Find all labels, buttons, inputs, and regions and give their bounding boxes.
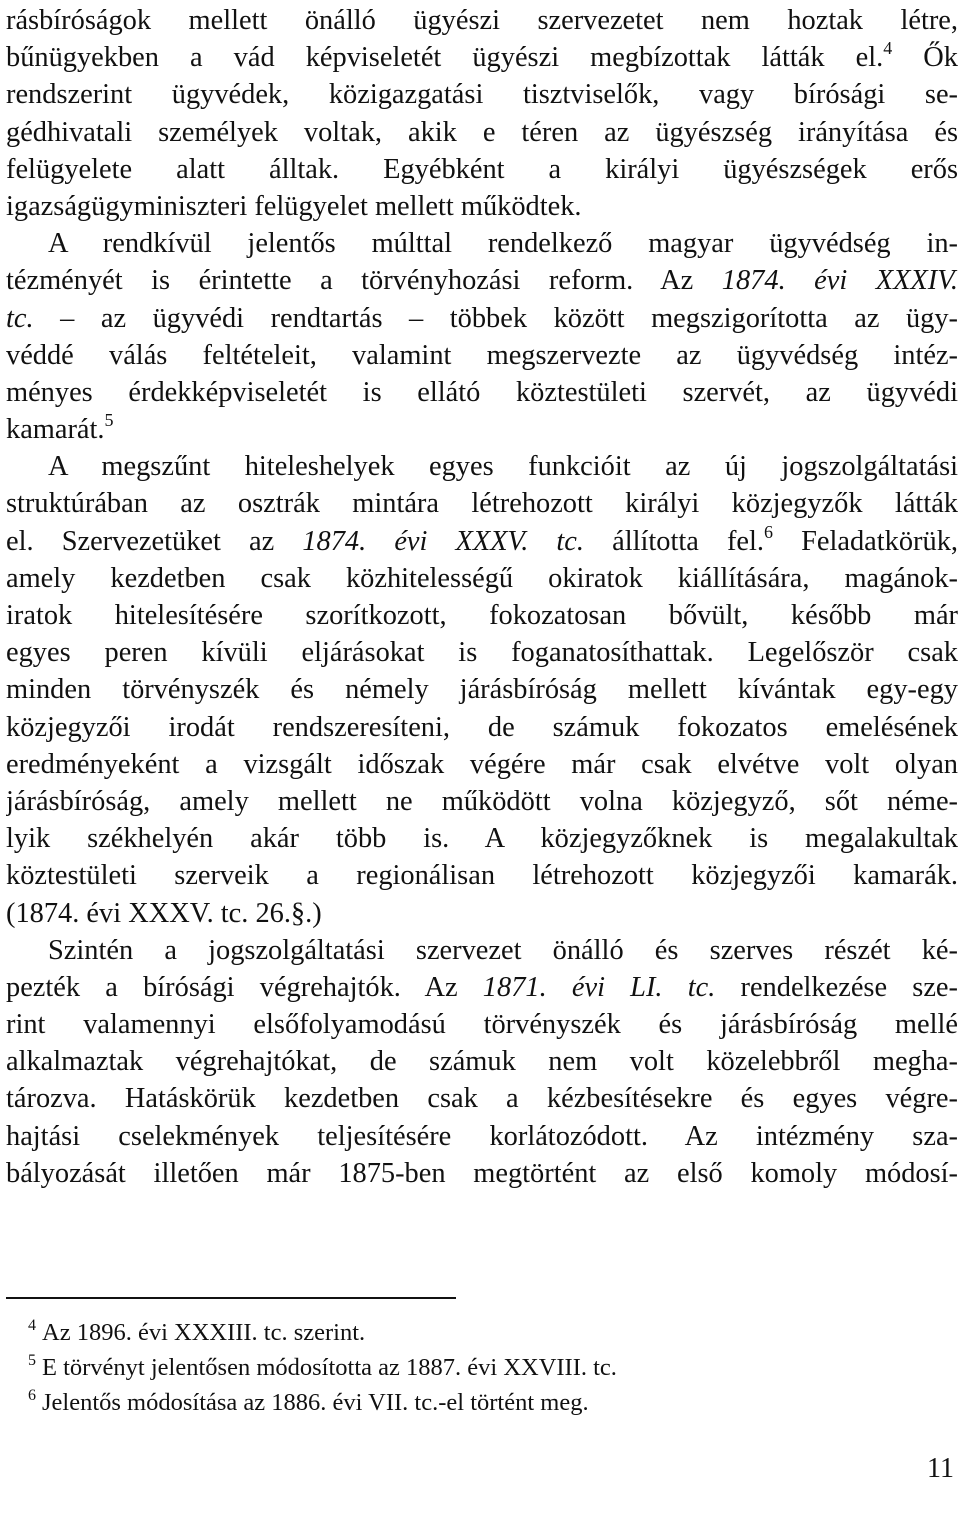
text-line [6,1155,958,1192]
text-line [6,225,958,262]
text-span: bűnügyekben a vád képviseletét ügyészi megbízottak látták el. [6,42,884,74]
text-span: hajtási cselekmények teljesítésére korlátozódott. Az intézmény sza- [6,1120,958,1152]
text-line [6,1118,958,1155]
text-span: egyes peren kívüli eljárásokat is foganatosíthattak. Legelőször csak [6,637,958,669]
footnote-separator [6,1297,456,1299]
text-line [6,560,958,597]
footnote-number: 5 [28,1352,36,1369]
footnote [28,1318,365,1348]
text-span: közjegyzői irodát rendszeresíteni, de számuk fokozatos emelésének [6,711,958,743]
text-span: igazságügyminiszteri felügyelet mellett működtek. [6,190,582,222]
text-span: kamarát. [6,414,105,446]
footnote-text: E törvényt jelentősen módosította az 1887. évi XXVIII. tc. [42,1354,617,1381]
text-line [6,114,958,151]
text-line [6,634,958,671]
footnote [28,1353,617,1383]
text-line [6,895,958,932]
text-span: alkalmaztak végrehajtókat, de számuk nem volt közelebbről megha- [6,1046,958,1078]
text-line [6,337,958,374]
text-span: tézményét is érintette a törvényhozási reform. Az [6,265,722,297]
footnote-ref: 6 [764,522,773,542]
text-line [6,820,958,857]
text-line [6,523,958,560]
italic-citation: 1874. évi XXXIV. [721,265,958,297]
footnote-ref: 4 [883,39,893,59]
text-span: Szintén a jogszolgáltatási szervezet önálló és szerves részét ké- [48,934,958,966]
text-span: gédhivatali személyek voltak, akik e téren az ügyészség irányítása és [6,116,958,148]
text-line [6,188,958,225]
text-span: felügyelete alatt álltak. Egyébként a királyi ügyészségek erős [6,153,958,185]
text-span: (1874. évi XXXV. tc. 26.§.) [6,897,322,929]
text-span: pezték a bírósági végrehajtók. Az [6,971,483,1003]
text-span: bályozását illetően már 1875-ben megtörtént az első komoly módosí- [6,1157,958,1189]
italic-citation: tc. [6,302,34,334]
text-line [6,709,958,746]
text-span: rint valamennyi elsőfolyamodású törvényszék és járásbíróság mellé [6,1009,958,1041]
text-line [6,76,958,113]
text-line [6,671,958,708]
text-span: járásbíróság, amely mellett ne működött volna közjegyző, sőt néme- [6,785,958,817]
text-span: lyik székhelyén akár több is. A közjegyzőknek is megalakultak [6,823,958,855]
text-line [6,1006,958,1043]
text-span: A rendkívül jelentős múlttal rendelkező magyar ügyvédség in- [48,228,958,260]
footnote-ref: 5 [104,411,114,431]
text-span: eredményeként a vizsgált időszak végére már csak elvétve volt olyan [6,748,958,780]
text-span: rendelkezése sze- [715,971,958,1003]
body-text [6,2,958,1192]
text-line [6,485,958,522]
text-span: amely kezdetben csak közhitelességű okiratok kiállítására, magánok- [6,562,958,594]
text-line [6,597,958,634]
text-span: iratok hitelesítésére szorítkozott, fokozatosan bővült, később már [6,600,958,631]
footnote [28,1388,589,1418]
text-line [6,857,958,894]
text-line [6,1043,958,1080]
italic-citation: 1874. évi XXXV. tc. [302,525,585,557]
text-line [6,969,958,1006]
text-line [6,262,958,299]
text-line [6,411,958,448]
text-line [6,300,958,337]
text-line [6,448,958,485]
text-line [6,39,958,76]
text-span: A megszűnt hiteleshelyek egyes funkcióit az új jogszolgáltatási [48,451,958,483]
text-span: köztestületi szerveik a regionálisan létrehozott közjegyzői kamarák. [6,860,958,892]
text-span: Ők [923,42,958,74]
footnote-number: 4 [28,1317,36,1334]
text-span: tározva. Hatáskörük kezdetben csak a kézbesítésekre és egyes végre- [6,1083,958,1115]
text-span: rendszerint ügyvédek, közigazgatási tisztviselők, vagy bírósági se- [6,79,958,111]
text-span: rásbíróságok mellett önálló ügyészi szervezetet nem hoztak létre, [6,5,958,36]
text-line [6,746,958,783]
text-span: állította fel. [584,525,764,557]
text-span: Feladatkörük, [773,525,958,557]
text-span: el. Szervezetüket az [6,525,303,557]
italic-citation: 1871. évi LI. tc. [482,971,716,1003]
page-number: 11 [927,1453,954,1484]
text-span: ményes érdekképviseletét is ellátó köztestületi szervét, az ügyvédi [6,376,958,408]
text-line [6,374,958,411]
footnote-number: 6 [28,1387,36,1404]
text-span: – az ügyvédi rendtartás – többek között megszigorította az ügy- [33,302,958,334]
text-span: minden törvényszék és némely járásbíróság mellett kívántak egy-egy [6,674,958,706]
text-line [6,932,958,969]
text-span: struktúrában az osztrák mintára létrehozott királyi közjegyzők látták [6,488,958,520]
footnote-text: Az 1896. évi XXXIII. tc. szerint. [42,1319,366,1346]
text-line [6,783,958,820]
text-line [6,1080,958,1117]
text-line [6,2,958,39]
text-line [6,151,958,188]
text-span: véddé válás feltételeit, valamint megszervezte az ügyvédség intéz- [6,339,958,371]
footnote-text: Jelentős módosítása az 1886. évi VII. tc.-el történt meg. [42,1389,589,1416]
